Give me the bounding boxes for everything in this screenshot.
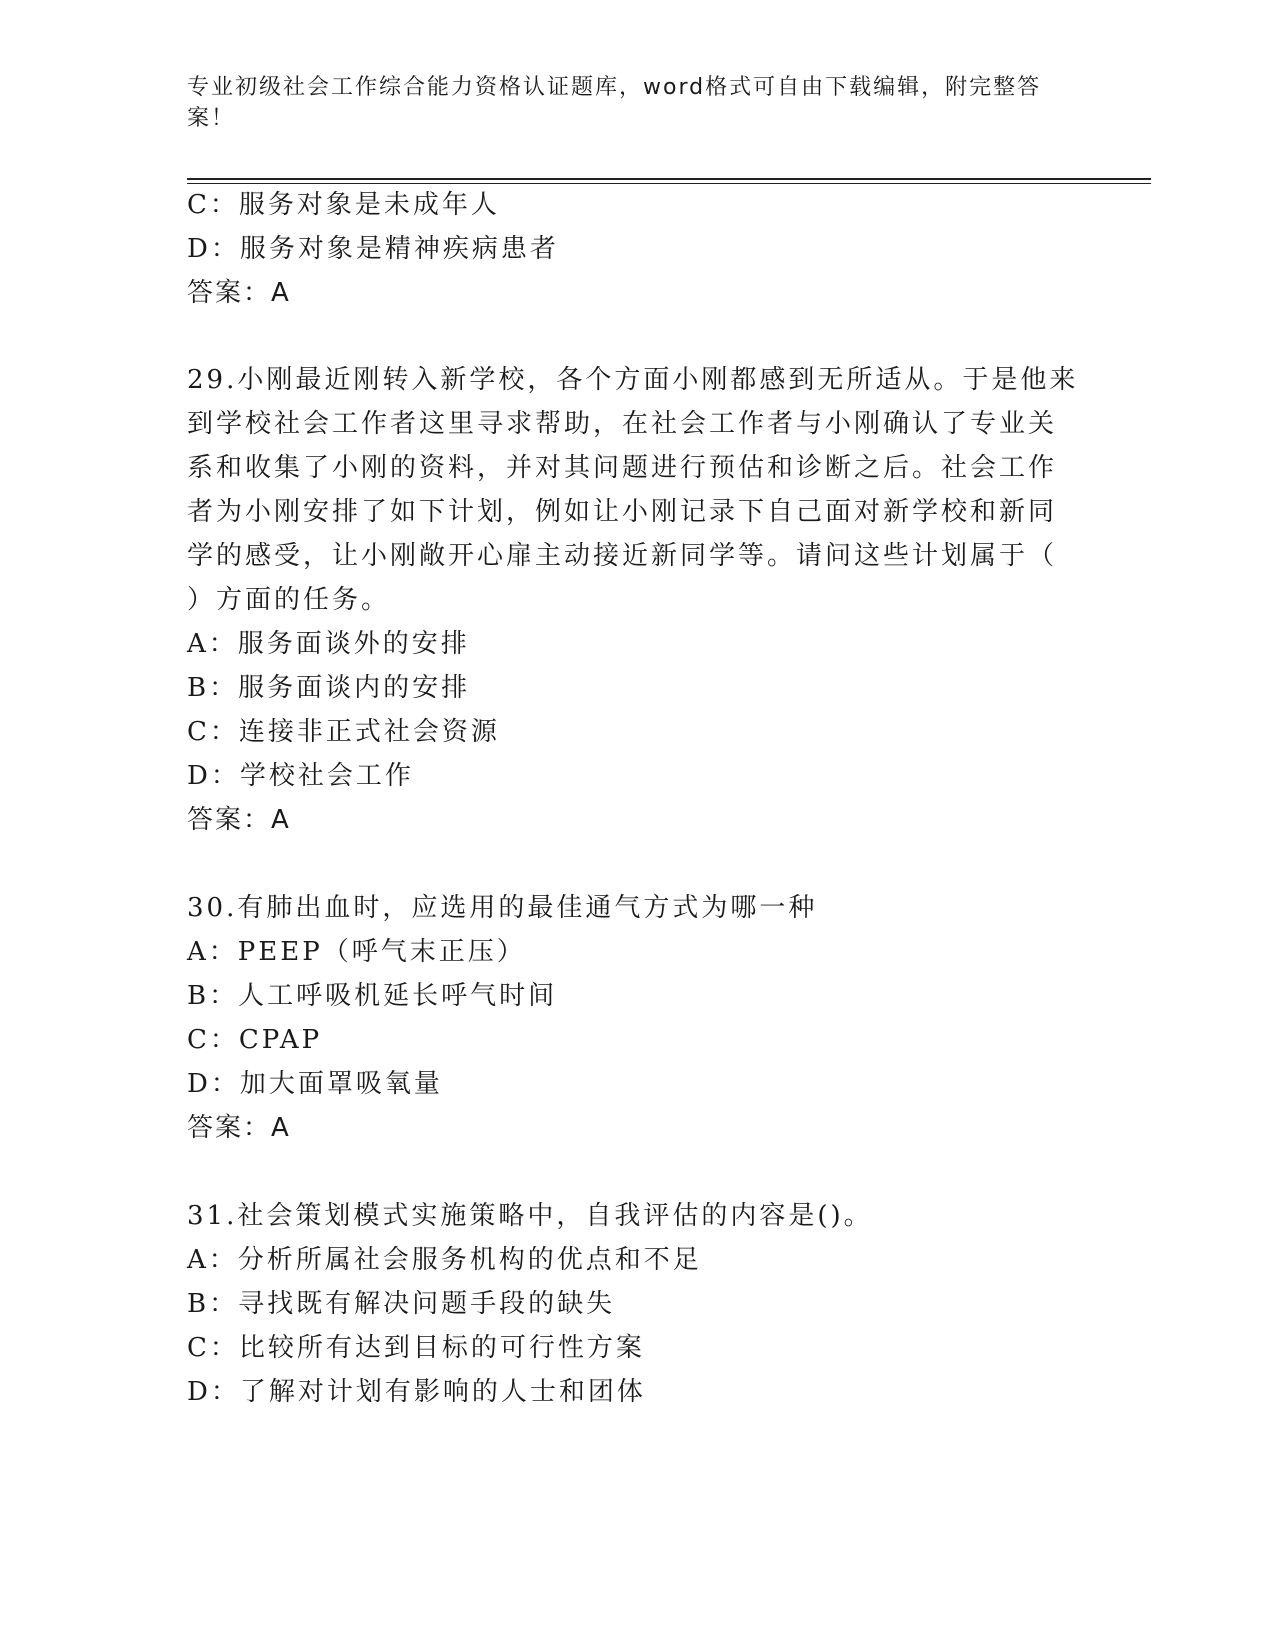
prev-answer: 答案：A — [187, 278, 291, 308]
header-line-2: 案！ — [187, 106, 236, 131]
q30-option-b: B：人工呼吸机延长呼气时间 — [187, 981, 558, 1011]
q31-option-d: D：了解对计划有影响的人士和团体 — [187, 1377, 646, 1407]
document-header — [187, 72, 1067, 134]
prev-option-d: D：服务对象是精神疾病患者 — [187, 234, 559, 264]
q29-stem-line-3: 系和收集了小刚的资料，并对其问题进行预估和诊断之后。社会工作 — [187, 453, 1058, 483]
q29-option-d: D：学校社会工作 — [187, 761, 414, 791]
q29-stem-line-6: ）方面的任务。 — [187, 585, 391, 615]
q31-stem-line-1: 31.社会策划模式实施策略中，自我评估的内容是()。 — [187, 1201, 873, 1231]
q29-option-a: A：服务面谈外的安排 — [187, 629, 470, 659]
q30-option-c: C：CPAP — [187, 1025, 323, 1055]
q30-stem-line-1: 30.有肺出血时，应选用的最佳通气方式为哪一种 — [187, 893, 818, 923]
q30-answer: 答案：A — [187, 1113, 291, 1143]
prev-option-c: C：服务对象是未成年人 — [187, 190, 500, 220]
q29-option-c: C：连接非正式社会资源 — [187, 717, 500, 747]
q29-stem-line-1: 29.小刚最近刚转入新学校，各个方面小刚都感到无所适从。于是他来 — [187, 365, 1079, 395]
header-divider-thin — [187, 183, 1151, 184]
q29-stem-line-2: 到学校社会工作者这里寻求帮助，在社会工作者与小刚确认了专业关 — [187, 409, 1058, 439]
q29-answer: 答案：A — [187, 805, 291, 835]
q31-option-a: A：分析所属社会服务机构的优点和不足 — [187, 1245, 702, 1275]
q29-stem-line-5: 学的感受，让小刚敞开心扉主动接近新同学等。请问这些计划属于（ — [187, 541, 1058, 571]
q31-option-c: C：比较所有达到目标的可行性方案 — [187, 1333, 645, 1363]
q29-stem-line-4: 者为小刚安排了如下计划，例如让小刚记录下自己面对新学校和新同 — [187, 497, 1058, 527]
q29-option-b: B：服务面谈内的安排 — [187, 673, 471, 703]
header-divider-thick — [187, 178, 1151, 180]
header-line-1: 专业初级社会工作综合能力资格认证题库，word格式可自由下载编辑，附完整答 — [187, 75, 1042, 100]
q30-option-a: A：PEEP（呼气末正压） — [187, 937, 526, 967]
q31-option-b: B：寻找既有解决问题手段的缺失 — [187, 1289, 616, 1319]
q30-option-d: D：加大面罩吸氧量 — [187, 1069, 443, 1099]
